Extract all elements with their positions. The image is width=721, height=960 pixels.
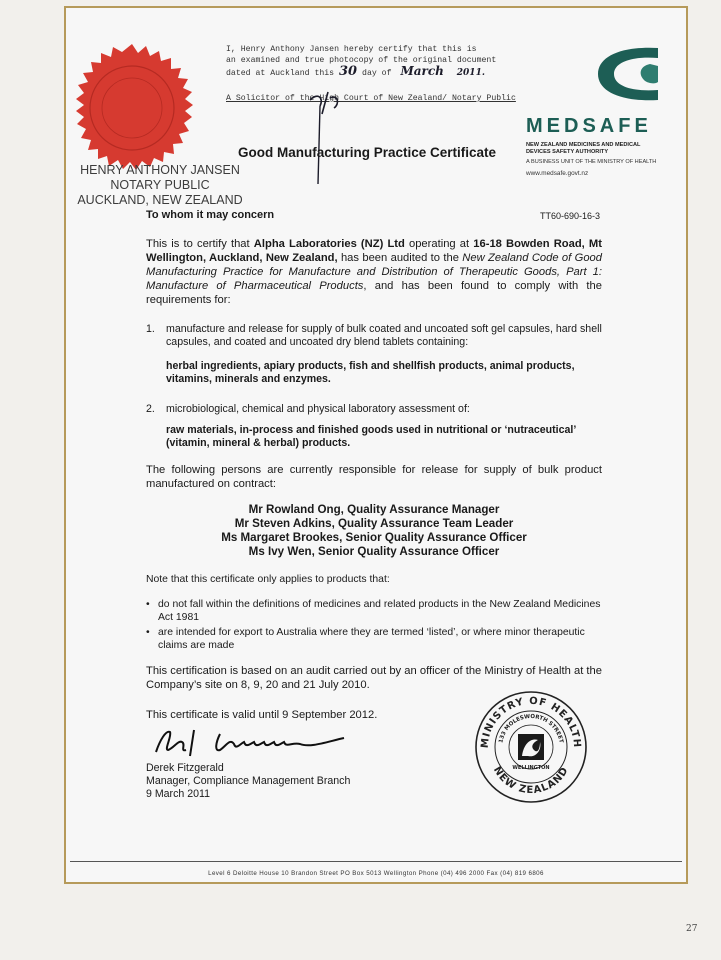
notary-certification [226,44,516,104]
signatory-date: 9 March 2011 [146,788,210,800]
signatory-block [146,762,350,801]
footer-address: Level 6 Deloitte House 10 Brandon Street PO Box 5013 Wellington Phone (04) 496 2000 Fax (04) 819 6806 [208,870,544,877]
applicability-note: Note that this certificate only applies to products that: [146,574,390,585]
person-entry: Ms Ivy Wen, Senior Quality Assurance Officer [248,545,500,558]
seal-bottom-text: NEW ZEALAND [490,765,572,797]
person-entry: Mr Rowland Ong, Quality Assurance Manager [248,503,500,516]
salutation: To whom it may concern [146,209,275,221]
signatory-name: Derek Fitzgerald [146,762,224,774]
agency-sub: A BUSINESS UNIT OF THE MINISTRY OF HEALTH [526,158,657,165]
audit-statement: This certification is based on an audit carried out by an officer of the Ministry of Health at the Company’s site on 8, 9, 20 and 21 July 2010. [146,665,602,691]
agency-website: www.medsafe.govt.nz [526,170,589,178]
list-item: 1. manufacture and release for supply of bulk coated and uncoated soft gel capsules, hard shell capsules, and coated and uncoated dry blend tablets containing: [146,323,602,349]
medsafe-wordmark: MEDSAFE [526,115,652,137]
agency-name: NEW ZEALAND MEDICINES AND MEDICAL DEVICES SAFETY AUTHORITY [526,142,641,156]
notary-name-stamp: HENRY ANTHONY JANSEN NOTARY PUBLIC AUCKLAND, NEW ZEALAND [77,163,243,207]
page-number: 27 [686,924,698,934]
company-address: 16-18 Bowden Road, Mt Wellington, Auckland, New Zealand, [146,238,602,264]
handwritten-day: 30 [339,64,358,79]
person-entry: Ms Margaret Brookes, Senior Quality Assurance Officer [221,531,527,544]
seal-street-text: 133 MOLESWORTH STREET [498,713,564,744]
person-entry: Mr Steven Adkins, Quality Assurance Team Leader [234,517,514,530]
notary-date-line: dated at Auckland this 30 day of March 2011. [226,64,485,79]
seal-top-text: MINISTRY OF HEALTH [479,695,583,749]
notary-line: an examined and true photocopy of the original document [226,56,497,65]
signatory-signature [150,722,350,760]
notary-line: I, Henry Anthony Jansen hereby certify that this is [226,45,477,54]
notary-signature [300,86,360,186]
company-name: Alpha Laboratories (NZ) Ltd [253,238,405,250]
responsible-persons [146,503,602,559]
persons-intro: The following persons are currently responsible for release for supply of bulk product manufactured on contract: [146,464,602,490]
signatory-role: Manager, Compliance Management Branch [146,775,351,787]
seal-city-text: WELLINGTON [512,765,550,771]
medsafe-swoosh-icon [526,44,662,104]
handwritten-year: 2011. [456,68,485,78]
validity-statement: This certificate is valid until 9 September 2012. [146,709,378,721]
code-name: New Zealand Code of Good Manufacturing Practice for Manufacture and Distribution of Therapeutic Goods, Part 1: Manufacture of Pharmaceutical Products [146,252,602,292]
reference-number: TT60-690-16-3 [540,211,601,221]
notary-title-line: A Solicitor of the High Court of New Zealand/ Notary Public [226,94,516,103]
certificate-title: Good Manufacturing Practice Certificate [238,145,497,160]
footer-divider [70,861,682,862]
medsafe-logo-block [526,44,662,177]
ministry-of-health-seal [474,690,588,804]
notary-red-seal [66,42,198,174]
intro-paragraph: This is to certify that Alpha Laboratories (NZ) Ltd operating at 16-18 Bowden Road, Mt Wellington, Auckland, New Zealand, has been audited to the New Zealand Code of Good Manufacturing Practice for Manufacture and Distribution of Therapeutic Goods, Part 1: Manufacture of Pharmaceutical Products, and has been found to comply with the requirements for: [146,238,602,306]
handwritten-month: March [400,64,444,78]
